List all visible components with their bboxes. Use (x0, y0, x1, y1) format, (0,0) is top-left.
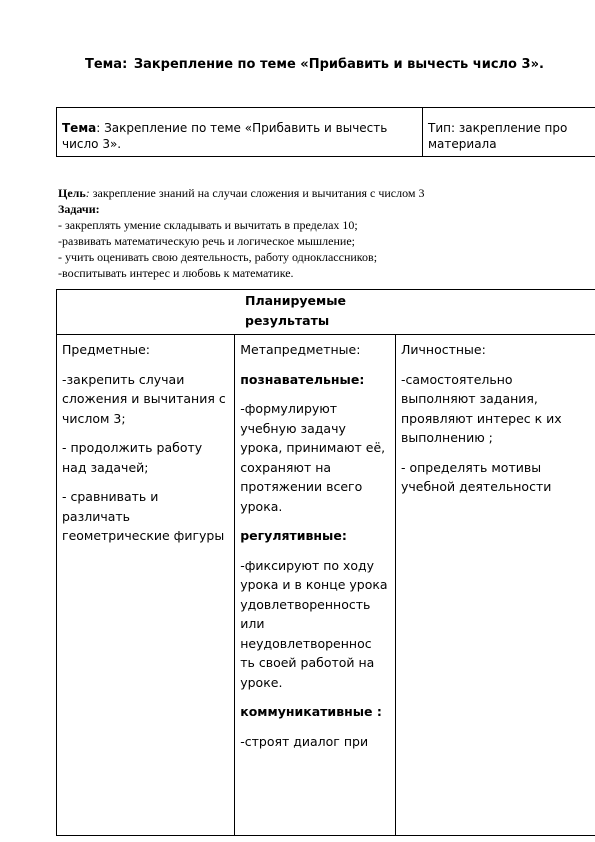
planned-results-table (56, 289, 595, 836)
results-heading-cell (57, 290, 595, 335)
subject-result-item: - продолжить работу над задачей; (62, 440, 203, 475)
subject-result-item: -закрепить случаи сложения и вычитания с числом 3; (62, 371, 226, 426)
results-heading: Планируемые результаты (245, 293, 347, 328)
communicative-label: коммуникативные : (240, 704, 382, 719)
type-cell (423, 108, 595, 157)
task-item: - учить оценивать свою деятельность, работу одноклассников; (58, 250, 378, 264)
task-item: -развивать математическую речь и логическое мышление; (58, 234, 355, 248)
title-text: Закрепление по теме «Прибавить и вычесть число 3». (133, 57, 544, 72)
communicative-text: -строят диалог при (240, 733, 369, 749)
subject-result-item: - сравнивать и различать геометрические фигуры (62, 489, 225, 543)
meta-results-cell (235, 335, 396, 836)
topic-text: : Закрепление по теме «Прибавить и вычесть число 3». (62, 121, 388, 151)
personal-results-cell (395, 335, 595, 836)
cognitive-label: познавательные: (240, 371, 365, 387)
page-title (85, 55, 565, 74)
task-item: -воспитывать интерес и любовь к математике. (58, 266, 294, 280)
regulatory-text: -фиксируют по ходу урока и в конце урока удовлетворенность или неудовлетвореннос ть своей работой на уроке. (240, 557, 388, 690)
topic-cell (57, 108, 423, 157)
regulatory-label: регулятивные: (240, 528, 347, 543)
goal-colon: : (85, 186, 90, 200)
goal-line (58, 185, 578, 201)
goal-label: Цель (58, 186, 86, 200)
task-item: - закреплять умение складывать и вычитать в пределах 10; (58, 218, 358, 232)
meta-results-header: Метапредметные: (240, 342, 361, 357)
subject-results-cell (57, 335, 235, 836)
personal-results-header: Личностные: (400, 342, 486, 357)
personal-result-item: -самостоятельно выполняют задания, проявляют интерес к их выполнению ; (400, 371, 562, 445)
cognitive-text: -формулируют учебную задачу урока, принимают её, сохраняют на протяжении всего урока. (240, 401, 386, 514)
type-text: Тип: закрепление про материала (428, 121, 568, 151)
tasks-label: Задачи: (58, 202, 100, 216)
title-label: Тема: (85, 57, 128, 72)
topic-label: Тема (62, 121, 97, 135)
personal-result-item: - определять мотивы учебной деятельности (400, 459, 552, 494)
lesson-info-table (56, 107, 595, 157)
subject-results-header: Предметные: (62, 342, 151, 357)
goals-block (58, 185, 578, 281)
goal-text: закрепление знаний на случаи сложения и вычитания с числом 3 (89, 186, 425, 200)
